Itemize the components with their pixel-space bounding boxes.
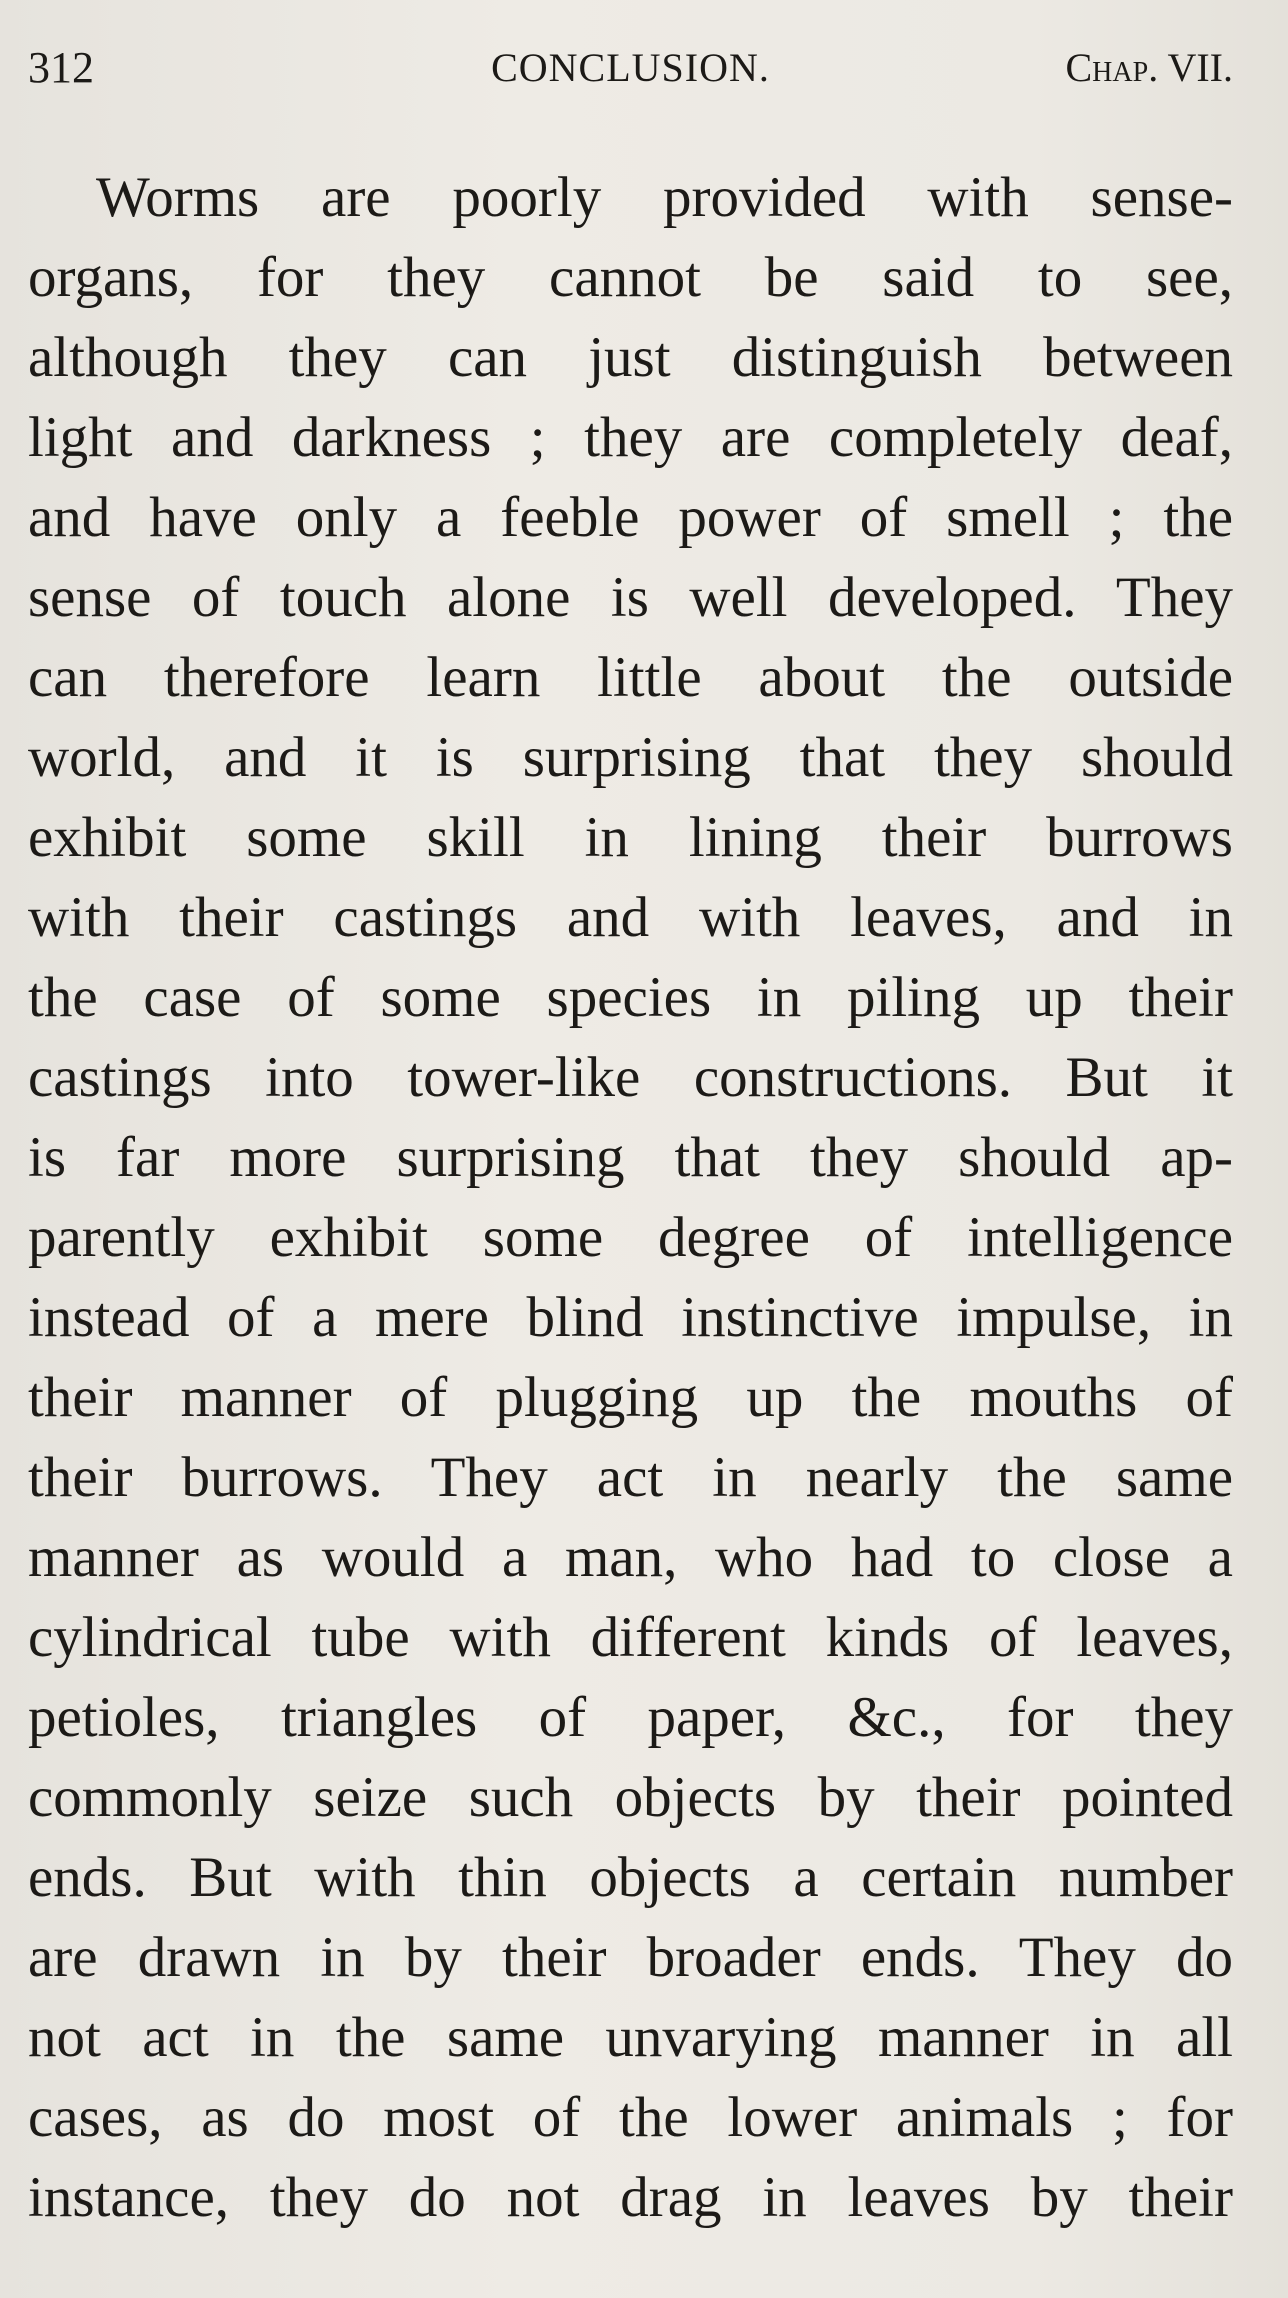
text-line: and have only a feeble power of smell ; the	[28, 486, 1233, 549]
running-title: CONCLUSION.	[491, 45, 770, 90]
text-line: organs, for they cannot be said to see,	[28, 246, 1233, 309]
text-line: can therefore learn little about the outside	[28, 646, 1233, 709]
text-line: exhibit some skill in lining their burrows	[28, 806, 1233, 869]
chapter-label	[1066, 38, 1234, 98]
text-line: with their castings and with leaves, and in	[28, 886, 1233, 949]
text-line: is far more surprising that they should ap-	[28, 1126, 1233, 1189]
chapter-label-text: Chap. VII.	[1065, 45, 1233, 90]
text-line: their manner of plugging up the mouths of	[28, 1366, 1233, 1429]
page-number: 312	[28, 43, 94, 92]
text-line: ends. But with thin objects a certain number	[28, 1846, 1233, 1909]
text-line: not act in the same unvarying manner in all	[28, 2006, 1233, 2069]
text-line: manner as would a man, who had to close a	[28, 1526, 1233, 1589]
page-header	[28, 38, 1233, 98]
text-line: castings into tower-like constructions. But it	[28, 1046, 1233, 1109]
text-line: the case of some species in piling up their	[28, 966, 1233, 1029]
text-line: although they can just distinguish between	[28, 326, 1233, 389]
text-line: world, and it is surprising that they should	[28, 726, 1233, 789]
text-line: are drawn in by their broader ends. They do	[28, 1926, 1233, 1989]
text-line: sense of touch alone is well developed. They	[28, 566, 1233, 629]
text-line: petioles, triangles of paper, &c., for they	[28, 1686, 1233, 1749]
text-line: parently exhibit some degree of intelligence	[28, 1206, 1233, 1269]
text-line: instance, they do not drag in leaves by their	[28, 2166, 1233, 2229]
text-line: instead of a mere blind instinctive impulse, in	[28, 1286, 1233, 1349]
text-line: commonly seize such objects by their pointed	[28, 1766, 1233, 1829]
text-line: cylindrical tube with different kinds of leaves,	[28, 1606, 1233, 1669]
text-line: light and darkness ; they are completely deaf,	[28, 406, 1233, 469]
body-paragraph	[28, 158, 1233, 2238]
text-line: Worms are poorly provided with sense-	[96, 166, 1233, 229]
text-line: their burrows. They act in nearly the same	[28, 1446, 1233, 1509]
text-line: cases, as do most of the lower animals ; for	[28, 2086, 1233, 2149]
